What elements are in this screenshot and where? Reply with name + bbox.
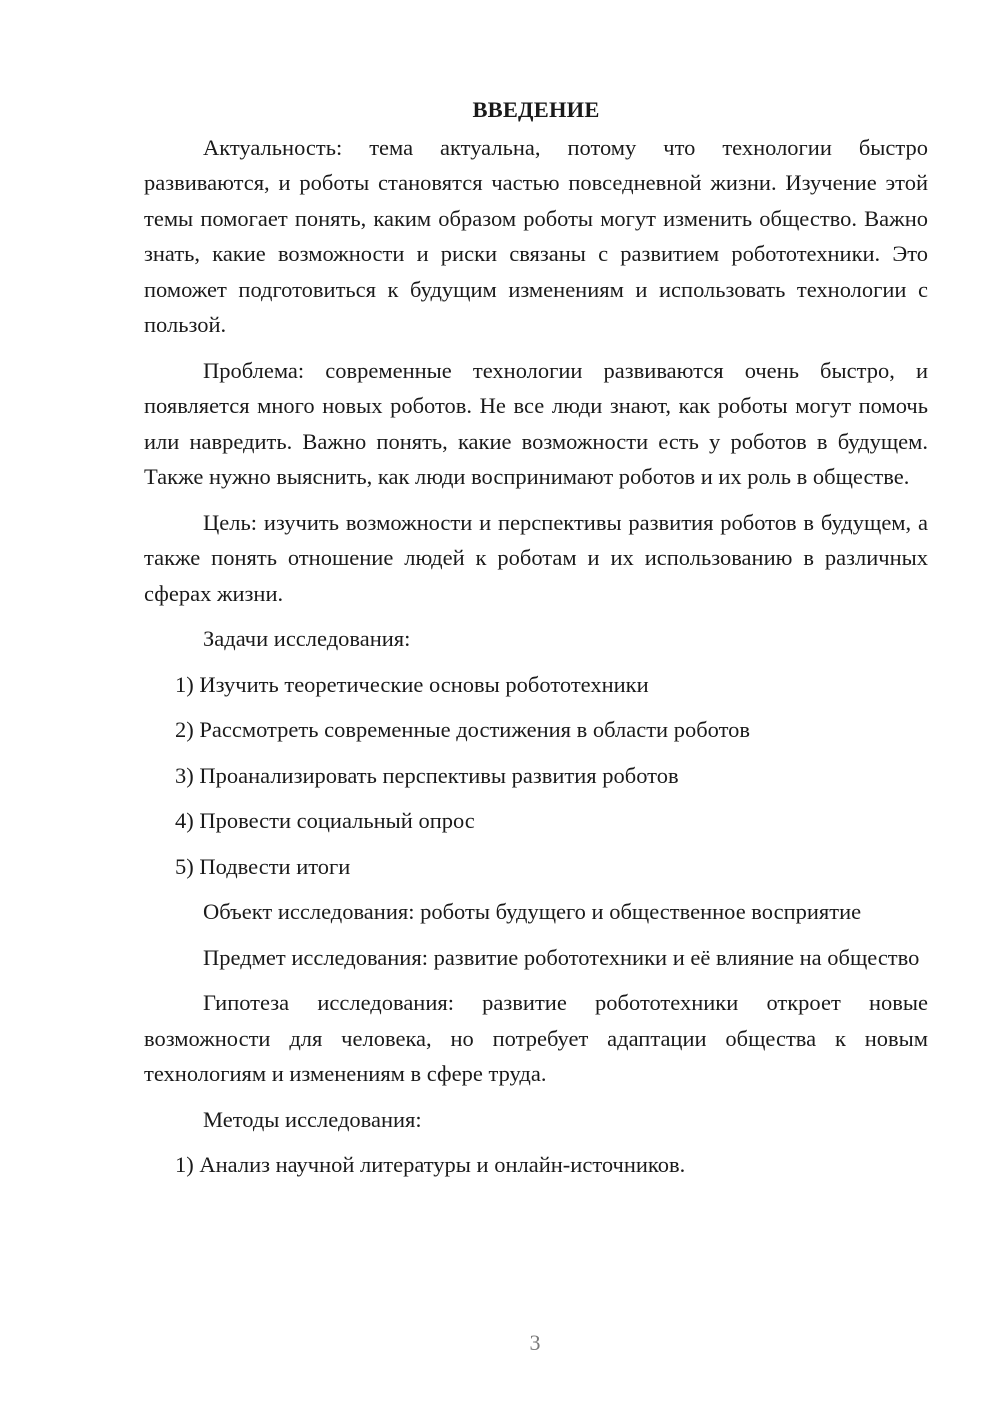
task-item-2: 2) Рассмотреть современные достижения в области роботов — [175, 717, 751, 742]
tasks-heading: Задачи исследования: — [203, 626, 411, 651]
paragraph-problem: Проблема: современные технологии развиваются очень быстро, и появляется много новых роботов. Не все люди знают, как роботы могут помочь или навредить. Важно понять, какие возможности есть у роботов в будущем. Также нужно выяснить, как люди воспринимают роботов и их роль в обществе. — [144, 357, 928, 489]
methods-heading: Методы исследования: — [203, 1106, 422, 1132]
task-item-3: 3) Проанализировать перспективы развития роботов — [175, 762, 679, 788]
paragraph-subject: Предмет исследования: развитие робототехники и её влияние на общество — [203, 944, 920, 970]
page-number: 3 — [529, 1330, 541, 1355]
paragraph-relevance: Актуальность: тема актуальна, потому что технологии быстро развиваются, и роботы становятся частью повседневной жизни. Изучение этой темы помогает понять, каким образом роботы могут изменить общество. Важно знать, какие возможности и риски связаны с развитием робототехники. Это поможет подготовиться к будущим изменениям и использовать технологии с пользой. — [144, 134, 928, 337]
paragraph-object: Объект исследования: роботы будущего и общественное восприятие — [203, 899, 862, 924]
page-content — [144, 92, 928, 1193]
section-title: ВВЕДЕНИЕ — [472, 97, 600, 122]
task-item-5: 5) Подвести итоги — [175, 853, 351, 879]
paragraph-goal: Цель: изучить возможности и перспективы развития роботов в будущем, а также понять отношение людей к роботам и их использованию в различных сферах жизни. — [144, 509, 928, 606]
paragraph-hypothesis: Гипотеза исследования: развитие робототехники откроет новые возможности для человека, но потребует адаптации общества к новым технологиям и изменениям в сфере труда. — [144, 990, 928, 1086]
method-item-1: 1) Анализ научной литературы и онлайн-источников. — [175, 1152, 686, 1177]
task-item-4: 4) Провести социальный опрос — [175, 808, 475, 833]
task-item-1: 1) Изучить теоретические основы робототехники — [175, 671, 649, 697]
